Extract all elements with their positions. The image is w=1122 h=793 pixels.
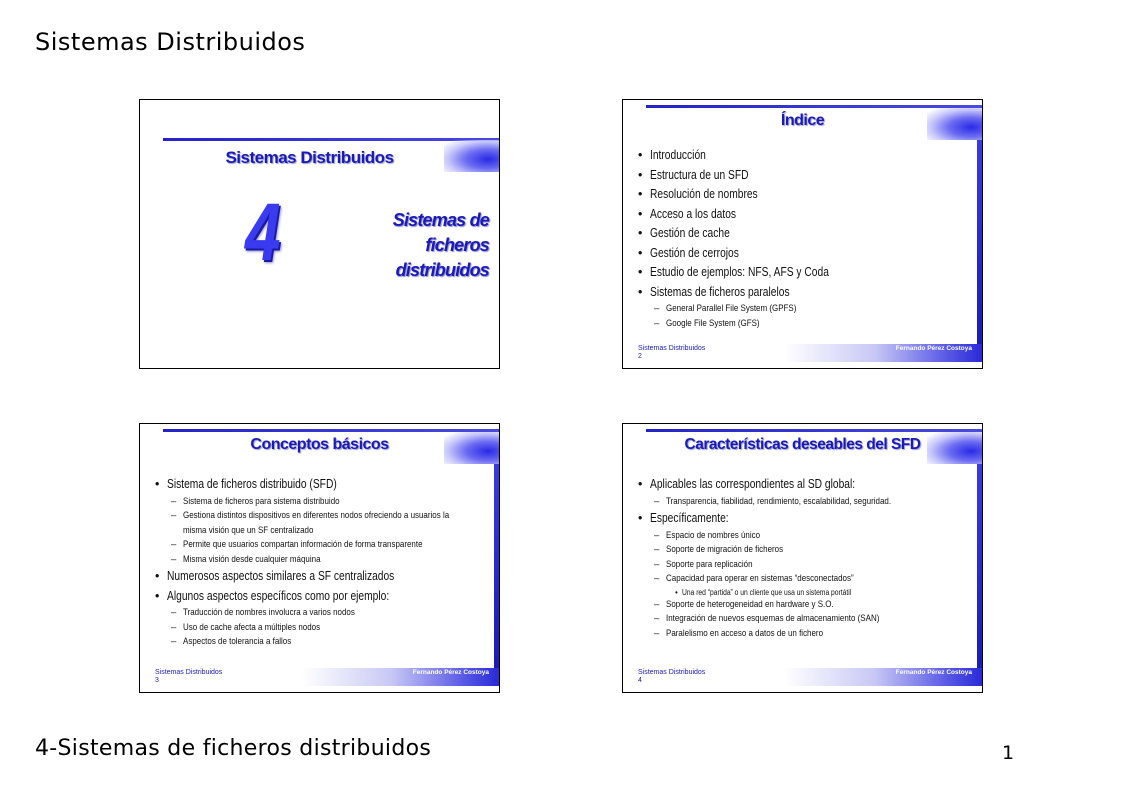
sub-item: – Traducción de nombres involucra a varios nodos [167,606,489,621]
sub-list [167,606,489,650]
slide-number: 2 [638,353,642,360]
sub-sub-list [666,587,977,598]
slide-footer-author: Fernando Pérez Costoya [412,669,489,676]
slide-1 [139,99,500,369]
sub-item: – Soporte de migración de ficheros [650,543,977,558]
footer-title: Sistemas Distribuidos [155,669,223,676]
sub-item: – Espacio de nombres único [650,529,977,544]
list-item: • Sistemas de ficheros paralelos – General Parallel File System (GPFS) – Google File System (GFS) [637,283,868,332]
sub-item: – Uso de cache afecta a múltiples nodos [167,621,489,636]
slide-2 [622,99,983,369]
slide-title: Conceptos básicos [250,436,389,453]
list-item: • Acceso a los datos [637,205,868,225]
list-item: • Aplicables las correspondientes al SD global: – Transparencia, fiabilidad, rendimiento, escalabilidad, seguridad. [637,475,977,509]
list-item: • Resolución de nombres [637,185,868,205]
list-item: • Sistema de ficheros distribuido (SFD) – Sistema de ficheros para sistema distribuido – Gestiona distintos dispositivos en diferentes nodos ofreciendo a usuarios la misma visión que un SF centralizado – Permite que usuarios compartan información de forma transparente – Misma visión desde cualquier máquina [154,475,489,567]
slide-3 [139,423,500,693]
list-item: • Algunos aspectos específicos como por ejemplo: – Traducción de nombres involucra a varios nodos – Uso de cache afecta a múltiples nodos – Aspectos de tolerancia a fallos [154,587,489,650]
slide-side-bar [977,140,982,350]
sub-item: – Misma visión desde cualquier máquina [167,553,489,568]
sub-item: – Google File System (GFS) [650,317,868,332]
page-header: Sistemas Distribuidos [35,28,306,56]
page-number: 1 [1002,742,1015,764]
slide-number: 4 [638,677,642,684]
slide-title: Índice [780,112,825,129]
chapter-title [393,208,489,283]
slide-4 [622,423,983,693]
sub-list [650,529,977,642]
sub-item: – General Parallel File System (GPFS) [650,302,868,317]
list-item: • Estructura de un SFD [637,166,868,186]
sub-item: – Gestiona distintos dispositivos en diferentes nodos ofreciendo a usuarios la misma visión que un SF centralizado [167,509,489,538]
list-item: • Introducción [637,146,868,166]
sub-sub-item: • Una red “partida” o un cliente que usa un sistema portátil [666,587,977,598]
bullet-list [637,146,868,331]
slide-footer-left [155,669,222,685]
sub-item: – Integración de nuevos esquemas de almacenamiento (SAN) [650,612,977,627]
chapter-title-line: Sistemas de [392,210,489,230]
slide-title: Sistemas Distribuidos [225,148,394,167]
list-item: • Estudio de ejemplos: NFS, AFS y Coda [637,263,868,283]
page-footer: 4-Sistemas de ficheros distribuidos [35,736,432,761]
slide-footer-left [638,669,705,685]
bullet-list [154,475,489,650]
list-item: • Gestión de cache [637,224,868,244]
sub-item: – Soporte de heterogeneidad en hardware y S.O. [650,598,977,613]
chapter-title-line: distribuidos [395,260,489,280]
sub-list [650,302,868,331]
slide-number: 3 [155,677,159,684]
list-item: • Numerosos aspectos similares a SF centralizados [154,567,489,587]
sub-list [167,495,489,568]
list-item: • Específicamente: – Espacio de nombres único – Soporte de migración de ficheros – Soporte para replicación – Capacidad para operar en sistemas “desconectados” • Una red “partida” o un cliente que usa un sistema portátil – Soporte de heterogeneidad en hardware y S.O. – Integración de nuevos esquemas de almacenamiento (SAN) – Paralelismo en acceso a datos de un fichero [637,509,977,641]
chapter-number: 4 [245,187,281,278]
bullet-list [637,475,977,641]
sub-list [650,495,977,510]
list-item: • Gestión de cerrojos [637,244,868,264]
chapter-title-line: ficheros [425,235,489,255]
slide-footer-left [638,345,705,361]
sub-item: – Aspectos de tolerancia a fallos [167,635,489,650]
sub-item: – Permite que usuarios compartan información de forma transparente [167,538,489,553]
sub-item: – Sistema de ficheros para sistema distribuido [167,495,489,510]
sub-item: – Soporte para replicación [650,558,977,573]
slide-side-bar [494,464,499,674]
sub-item: – Transparencia, fiabilidad, rendimiento, escalabilidad, seguridad. [650,495,977,510]
slide-side-bar [977,464,982,674]
footer-title: Sistemas Distribuidos [638,669,706,676]
slide-footer-author: Fernando Pérez Costoya [895,345,972,352]
sub-item: – Paralelismo en acceso a datos de un fichero [650,627,977,642]
slide-title: Características deseables del SFD [684,436,921,453]
footer-title: Sistemas Distribuidos [638,345,706,352]
sub-item: – Capacidad para operar en sistemas “desconectados” • Una red “partida” o un cliente que usa un sistema portátil [650,572,977,598]
slide-footer-author: Fernando Pérez Costoya [895,669,972,676]
